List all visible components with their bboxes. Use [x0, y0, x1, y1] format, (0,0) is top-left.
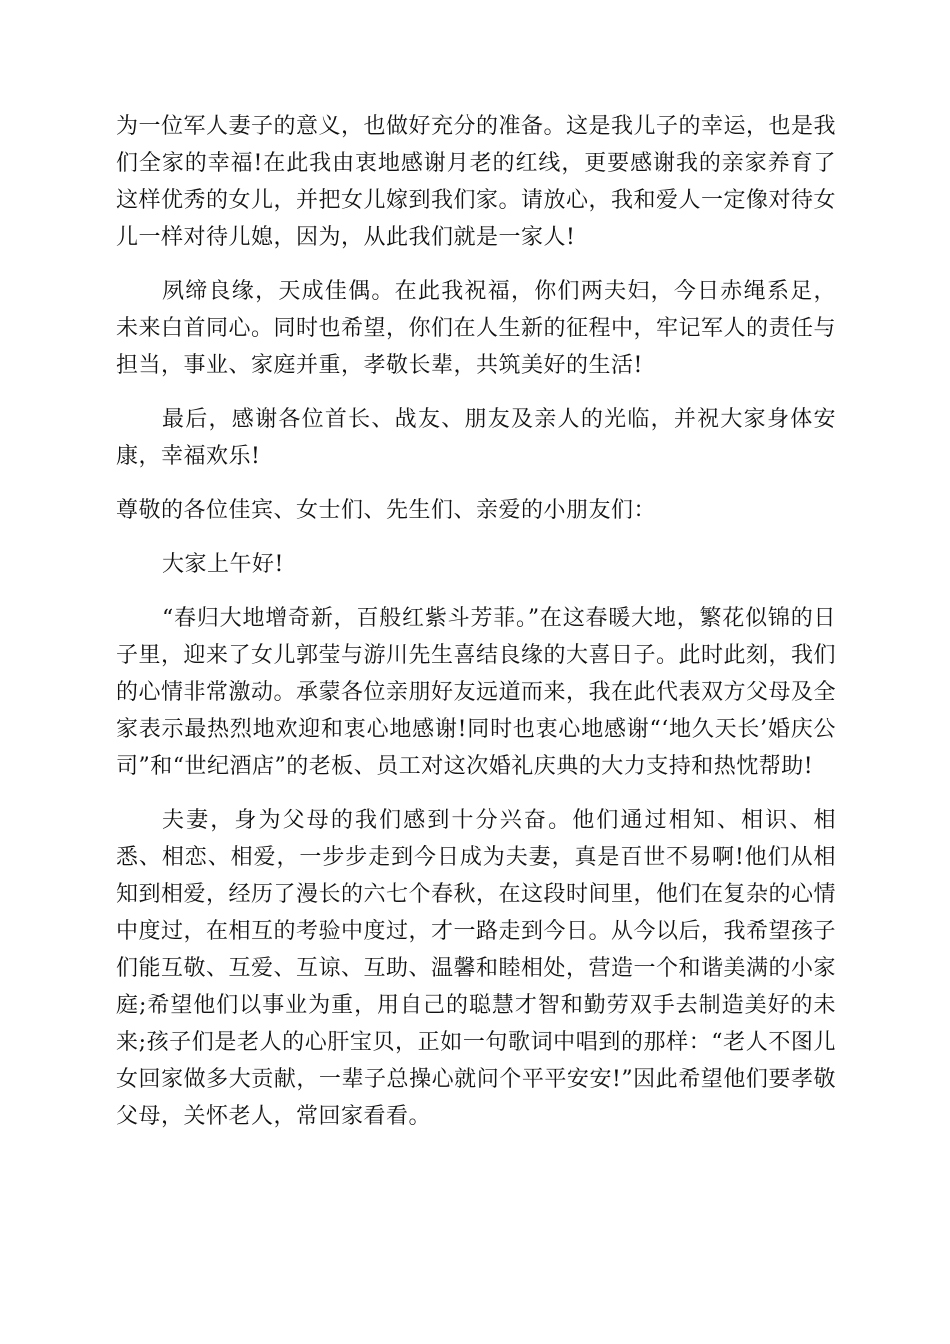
- greeting: 大家上午好!: [162, 552, 284, 577]
- paragraph-7: 夫妻，身为父母的我们感到十分兴奋。他们通过相知、相识、相悉、相恋、相爱，一步步走到今日成为夫妻，真是百世不易啊!他们从相知到相爱，经历了漫长的六七个春秋，在这段时间里，他们在复杂的心情中度过，在相互的考验中度过，才一路走到今日。从今以后，我希望孩子们能互敬、互爱、互谅、互助、温馨和睦相处，营造一个和谐美满的小家庭;希望他们以事业为重，用自己的聪慧才智和勤劳双手去制造美好的未来;孩子们是老人的心肝宝贝，正如一句歌词中唱到的那样：“老人不图儿女回家做多大贡献，一辈子总操心就问个平平安安!”因此希望他们要孝敬父母，关怀老人，常回家看看。: [116, 808, 837, 1129]
- paragraph-1: 为一位军人妻子的意义，也做好充分的准备。这是我儿子的幸运，也是我们全家的幸福!在此我由衷地感谢月老的红线，更要感谢我的亲家养育了这样优秀的女儿，并把女儿嫁到我们家。请放心，我和爱人一定像对待女儿一样对待儿媳，因为，从此我们就是一家人!: [116, 114, 837, 250]
- paragraph-6: “春归大地增奇新，百般红紫斗芳菲。”在这春暖大地，繁花似锦的日子里，迎来了女儿郭莹与游川先生喜结良缘的大喜日子。此时此刻，我们的心情非常激动。承蒙各位亲朋好友远道而来，我在此代表双方父母及全家表示最热烈地欢迎和衷心地感谢!同时也衷心地感谢“‘地久天长’婚庆公司”和“世纪酒店”的老板、员工对这次婚礼庆典的大力支持和热忱帮助!: [116, 606, 837, 779]
- salutation: 尊敬的各位佳宾、女士们、先生们、亲爱的小朋友们：: [116, 498, 657, 523]
- paragraph-3: 最后，感谢各位首长、战友、朋友及亲人的光临，并祝大家身体安康，幸福欢乐!: [116, 407, 836, 469]
- document-body: [116, 108, 836, 1135]
- paragraph-2: 夙缔良缘，天成佳偶。在此我祝福，你们两夫妇，今日赤绳系足，未来白首同心。同时也希望，你们在人生新的征程中，牢记军人的责任与担当，事业、家庭并重，孝敬长辈，共筑美好的生活!: [116, 279, 837, 378]
